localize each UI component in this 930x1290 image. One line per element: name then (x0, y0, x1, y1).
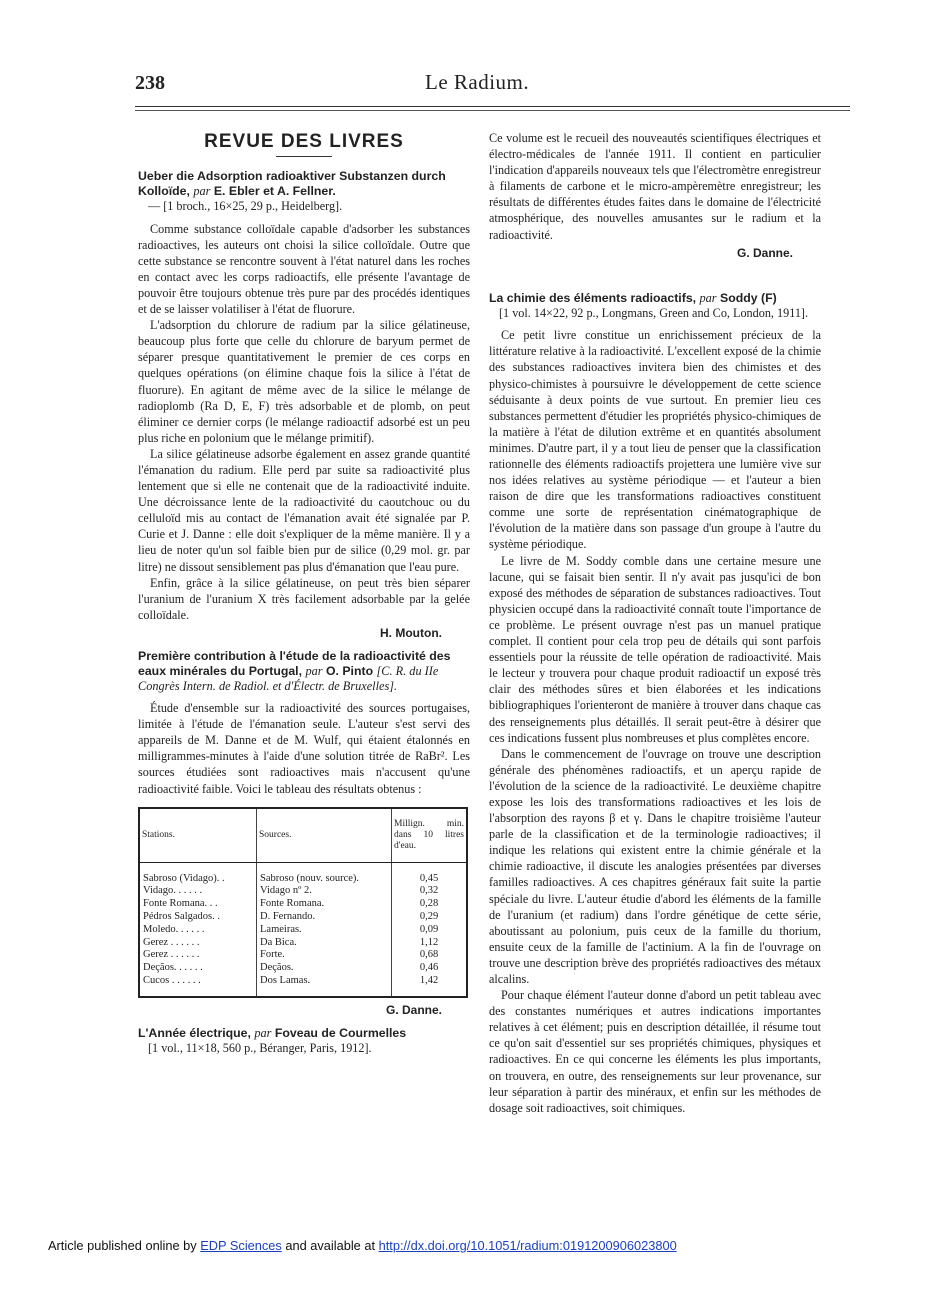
section-title: REVUE DES LIVRES (204, 131, 404, 152)
table-cell: Moledo. . . . . . (143, 923, 205, 935)
table-row (139, 924, 467, 937)
entry-title: L'Année électrique, (138, 1025, 251, 1040)
entry-by: par (305, 664, 323, 679)
signature: H. Mouton. (380, 625, 442, 640)
paragraph: Le livre de M. Soddy comble dans une certaine mesure une lacune, qui se faisait bien sentir. Il n'y avait pas jusqu'ici de bon exposé des méthodes de séparation de substances radioactives. Tout physicien occupé dans la radioactivité connaît toute l'importance de ce problème. Le présent ouvrage n'est pas un manuel pratique complet. Il contient pour cela trop peu de détails qui sont parfois essentiels pour la réussite de telle opération de radioactivité. Mais le lecteur y trouvera pour chaque produit radioactif un exposé très clair des méthodes sûres et bien élaborées et les indications bibliographiques l'orienteront de manière à trouver dans chaque cas des renseignements plus détaillés. Il serait peut-être à désirer que ces indications fussent plus nombreuses et plus complètes encore. (489, 553, 821, 745)
publication-footer (48, 1238, 677, 1253)
review-ebler-fellner (138, 169, 470, 641)
table-cell: 0,32 (392, 885, 468, 898)
table-cell: 0,09 (392, 924, 468, 937)
review-annee-electrique (138, 1026, 470, 1057)
entry-title: Première contribution à l'étude de la radioactivité des eaux minérales du Portugal, (138, 649, 451, 679)
header-rule (135, 106, 850, 107)
table-cell: D. Fernando. (257, 911, 392, 924)
table-cell: Dos Lamas. (257, 975, 392, 997)
table-header-row (139, 808, 467, 863)
entry-heading (138, 649, 470, 694)
paragraph: Enfin, grâce à la silice gélatineuse, on peut très bien séparer l'uranium de l'uranium X très facilement adsorbable par la gelée colloïdale. (138, 575, 470, 622)
entry-title: La chimie des éléments radioactifs, (489, 290, 697, 305)
table-cell: 0,46 (392, 962, 468, 975)
table-cell: Vidago nº 2. (257, 885, 392, 898)
results-table (138, 807, 468, 998)
entry-title: Ueber die Adsorption radioaktiver Substanzen durch Kolloïde, (138, 169, 446, 199)
doi-link[interactable]: http://dx.doi.org/10.1051/radium:0191200906023800 (378, 1238, 677, 1253)
publisher-link[interactable]: EDP Sciences (200, 1238, 282, 1253)
entry-biblio: [C. R. du IIe Congrès Intern. de Radiol. et d'Électr. de Bruxelles]. (138, 664, 439, 694)
entry-biblio: — [1 broch., 16×25, 29 p., Heidelberg]. (148, 199, 343, 214)
entry-authors: Foveau de Courmelles (274, 1025, 407, 1040)
review-soddy (489, 291, 821, 1116)
paragraph: Dans le commencement de l'ouvrage on trouve une description générale des phénomènes radioactifs, et un aperçu rapide de l'évolution de la science de la radioactivité. Le deuxième chapitre expose les lois des transformations radioactives et les lois de l'absorption des rayons β et γ. Dans le chapitre troisième l'auteur parle de la classification et de la terminologie radioactives; il indique les relations qui existent entre la chimie générale et la chimie radioactive, il discute les analogies présentées par diverses familles radioactives. A ces chapitres généraux fait suite la partie spéciale du livre. L'auteur étudie d'abord les éléments de la famille de l'uranium (et radium) dans l'ordre génétique de cette série, aboutissant au polonium, puis ceux de la famille du thorium, ensuite ceux de la famille de l'actinium. A la fin de l'ouvrage on trouve une description brève des propriétés radioactives des métaux alcalins. (489, 746, 821, 986)
table-cell: Da Bica. (257, 937, 392, 950)
table-cell: Fonte Romana. (257, 898, 392, 911)
table-cell: Fonte Romana. . . (143, 898, 218, 910)
entry-heading (489, 291, 821, 306)
table-cell: Forte. (257, 949, 392, 962)
paragraph: L'adsorption du chlorure de radium par la silice gélatineuse, beaucoup plus forte que celle du chlorure de baryum permet de séparer presque quantitativement le premier de ces corps en quelques opérations (on élimine chaque fois la silice à l'état de fluorure). En agitant de même avec de la silice le mélange de radioplomb (Ra D, E, F) très adsorbable et de plomb, on peut éliminer ce dernier corps (le mélange radioactif adsorbé est un peu plus riche en polonium que le mélange primitif). (138, 318, 470, 445)
table-row (139, 885, 467, 898)
table-cell: Gerez . . . . . . (143, 949, 200, 961)
signature: G. Danne. (736, 245, 793, 260)
table-cell: Deçãos. . . . . . (143, 962, 203, 974)
table-row (139, 911, 467, 924)
table-cell: Sabroso (nouv. source). (257, 862, 392, 885)
spacer (489, 269, 821, 285)
table-cell: Cucos . . . . . . (143, 974, 201, 986)
right-column (489, 130, 821, 1116)
paragraph: Comme substance colloïdale capable d'adsorber les substances radioactives, les auteurs ont choisi la silice colloïdale. Outre que cette substance se rencontre souvent à l'état naturel dans les roches en contact avec les corps radioactifs, elle présente l'avantage de pouvoir être toujours obtenue très pure par des procédés identiques et de se laisser volatiliser à l'état de fluorure. (138, 221, 470, 317)
table-row (139, 898, 467, 911)
entry-by: par (193, 184, 211, 199)
footer-middle: and available at (285, 1238, 376, 1253)
table-header: Millign. min. dans 10 litres d'eau. (392, 808, 468, 863)
journal-title: Le Radium. (425, 70, 530, 94)
table-row (139, 937, 467, 950)
entry-authors: E. Ebler et A. Fellner. (213, 184, 336, 199)
left-column (138, 130, 470, 1062)
paragraph: La silice gélatineuse adsorbe également en assez grande quantité l'émanation du radium. Elle perd par suite sa radioactivité plus lentement que si elle ne contenait que de la radioactivité induite. Une décroissance lente de la radioactivité du caoutchouc ou du celluloïd mis au contact de l'émanation avait été signalée par P. Curie et J. Danne : elle doit s'expliquer de la même manière. Il y a lieu de noter qu'un sol faible bien pur de silice (0,29 mol. gr. par litre) ne dissout sensiblement pas plus d'émanation que l'eau pure. (138, 446, 470, 574)
table-row (139, 962, 467, 975)
table-cell: 0,45 (392, 862, 468, 885)
table-cell: Deçãos. (257, 962, 392, 975)
footer-prefix: Article published online by (48, 1238, 197, 1253)
table-header: Stations. (139, 808, 257, 863)
title-rule (276, 156, 332, 157)
entry-heading (138, 1026, 470, 1041)
table-cell: 1,12 (392, 937, 468, 950)
table-cell: Vidago. . . . . . (143, 885, 203, 897)
entry-heading (138, 169, 470, 199)
entry-by: par (254, 1025, 272, 1040)
paragraph: Pour chaque élément l'auteur donne d'abord un petit tableau avec des constantes numériques et autres indications importantes relatives à cet élément; puis en description détaillée, il résume tout ce qu'on sait d'essentiel sur ses propriétés chimiques, physiques et radioactives. En ce qui concerne les éléments les plus importants, on trouvera, en outre, des renseignements sur leur provenance, sur leur séparation à partir des minéraux, et enfin sur les méthodes de dosage soit radioactives, soit chimiques. (489, 988, 821, 1115)
table-cell: Sabroso (Vidago). . (143, 872, 225, 884)
table-cell: Lameiras. (257, 924, 392, 937)
table-row (139, 949, 467, 962)
entry-authors: Soddy (F) (720, 290, 777, 305)
entry-biblio: [1 vol. 14×22, 92 p., Longmans, Green and Co, London, 1911]. (499, 305, 809, 320)
table-cell: 0,28 (392, 898, 468, 911)
paragraph: Ce petit livre constitue un enrichissement précieux de la littérature relative à la radioactivité. L'excellent exposé de la chimie des substances radioactives invitera bien des chimistes et des physico-chimistes à poursuivre le développement de cette science séduisante à deux points de vue surtout. En premier lieu ces substances permettent d'étudier les propriétés physico-chimiques de la matière à l'état de dilution extrême et en quantités absolument minimes. D'autre part, il y a tout lieu de penser que la classification rationnelle des éléments radioactifs projettera une lumière vive sur nos idées relatives au système périodique — et l'auteur a bien raison de dire que les transformations radioactives constituent comme une sorte de représentation cinématographique de l'évolution de la matière dans son passage d'un groupe à l'autre du système périodique. (489, 328, 821, 552)
entry-by: par (699, 290, 717, 305)
paragraph: Ce volume est le recueil des nouveautés scientifiques électriques et électro-médicales de l'année 1911. Il contient en particulier l'indication d'appareils nouveaux tels que l'électromètre enregistreur à filaments de carbone et le micro-ampèremètre enregistreur; les résultats de différentes études faites dans le domaine de l'électricité atmosphérique, des nouvelles amusantes sur le radium et la radioactivité. (489, 131, 821, 242)
signature: G. Danne. (385, 1002, 442, 1017)
entry-biblio: [1 vol., 11×18, 560 p., Béranger, Paris, 1912]. (148, 1040, 372, 1055)
table-cell: Pédros Salgados. . (143, 910, 220, 922)
entry-authors: O. Pinto (325, 664, 374, 679)
table-cell: 1,42 (392, 975, 468, 997)
table-row (139, 975, 467, 997)
paragraph: Étude d'ensemble sur la radioactivité des sources portugaises, limitée à l'étude de l'émanation seule. L'auteur s'est servi des appareils de M. Danne et de M. Wulf, qui étaient étalonnés en milligrammes-minutes à l'aide d'une solution titrée de RaBr². Les sources étudiées sont radioactives mais n'accusent qu'une radioactivité faible. Voici le tableau des résultats obtenus : (138, 701, 470, 796)
table-row (139, 862, 467, 885)
page-number: 238 (135, 72, 165, 94)
table-header: Sources. (257, 808, 392, 863)
table-cell: 0,68 (392, 949, 468, 962)
header-rule-double (135, 110, 850, 111)
table-cell: Gerez . . . . . . (143, 936, 200, 948)
table-cell: 0,29 (392, 911, 468, 924)
review-pinto (138, 649, 470, 1018)
